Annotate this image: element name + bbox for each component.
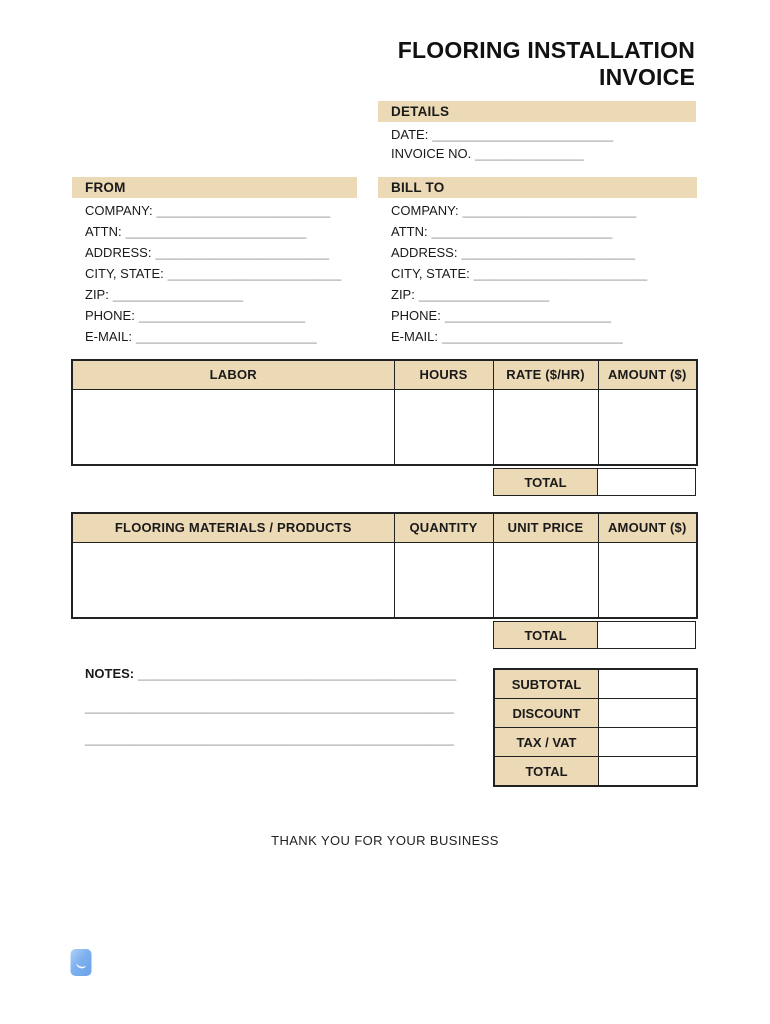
billto-field-address [378, 242, 697, 263]
discount-label: DISCOUNT [494, 699, 599, 728]
labor-col-header-amount: AMOUNT ($) [598, 360, 697, 389]
address-label: ADDRESS: [391, 245, 458, 260]
billto-field-city-state [378, 263, 697, 284]
materials-cell-description[interactable] [72, 542, 394, 618]
summary-row-discount [494, 699, 697, 728]
billto-field-phone [378, 305, 697, 326]
discount-value[interactable] [599, 699, 698, 728]
notes-label: NOTES: [85, 666, 135, 681]
materials-total-label: TOTAL [494, 622, 598, 649]
phone-label: PHONE: [391, 308, 441, 323]
tax-vat-value[interactable] [599, 728, 698, 757]
labor-table [71, 359, 698, 466]
from-field-email [72, 326, 357, 347]
materials-col-header-products: FLOORING MATERIALS / PRODUCTS [72, 513, 394, 542]
bill-to-section [378, 177, 697, 347]
from-field-zip [72, 284, 357, 305]
invoice-no-label: INVOICE NO. [391, 146, 472, 161]
labor-col-header-hours: HOURS [394, 360, 493, 389]
materials-cell-unit-price[interactable] [493, 542, 598, 618]
company-input-line[interactable]: ________________________ [462, 203, 637, 218]
company-input-line[interactable]: ________________________ [156, 203, 331, 218]
summary-row-subtotal [494, 669, 697, 699]
notes-input-line-2[interactable]: ___________________________________________________ [85, 699, 454, 714]
attn-label: ATTN: [391, 224, 428, 239]
subtotal-label: SUBTOTAL [494, 669, 599, 699]
email-label: E-MAIL: [391, 329, 438, 344]
subtotal-value[interactable] [599, 669, 698, 699]
address-input-line[interactable]: ________________________ [461, 245, 635, 260]
grand-total-label: TOTAL [494, 757, 599, 787]
date-label: DATE: [391, 127, 429, 142]
notes-input-line-1[interactable]: ____________________________________________ [138, 666, 457, 681]
billto-field-company [378, 200, 697, 221]
date-input-line[interactable]: _________________________ [432, 127, 614, 142]
page-title-line2: INVOICE [599, 64, 695, 90]
from-header: FROM [72, 177, 357, 198]
page-title [398, 37, 695, 91]
attn-input-line[interactable]: _________________________ [431, 224, 613, 239]
labor-col-header-labor: LABOR [72, 360, 394, 389]
bill-to-header: BILL TO [378, 177, 697, 198]
field-row-date [378, 125, 696, 144]
labor-total-value[interactable] [598, 469, 696, 496]
city-state-label: CITY, STATE: [85, 266, 164, 281]
company-label: COMPANY: [391, 203, 459, 218]
from-field-phone [72, 305, 357, 326]
materials-col-header-unit-price: UNIT PRICE [493, 513, 598, 542]
materials-cell-amount[interactable] [598, 542, 697, 618]
page-title-line1: FLOORING INSTALLATION [397, 37, 695, 63]
grand-total-value[interactable] [599, 757, 698, 787]
summary-table [493, 668, 698, 787]
labor-cell-description[interactable] [72, 389, 394, 465]
labor-total-row [493, 468, 696, 496]
blue-document-logo-icon[interactable] [70, 948, 92, 977]
email-input-line[interactable]: _________________________ [135, 329, 317, 344]
company-label: COMPANY: [85, 203, 153, 218]
labor-cell-hours[interactable] [394, 389, 493, 465]
address-input-line[interactable]: ________________________ [155, 245, 329, 260]
materials-cell-quantity[interactable] [394, 542, 493, 618]
notes-input-line-3[interactable]: ___________________________________________________ [85, 731, 454, 746]
labor-header-row [72, 360, 697, 389]
materials-table [71, 512, 698, 619]
summary-row-total [494, 757, 697, 787]
from-field-company [72, 200, 357, 221]
tax-vat-label: TAX / VAT [494, 728, 599, 757]
billto-field-zip [378, 284, 697, 305]
notes-row [85, 666, 456, 681]
city-state-input-line[interactable]: ________________________ [473, 266, 648, 281]
labor-cell-amount[interactable] [598, 389, 697, 465]
billto-field-attn [378, 221, 697, 242]
zip-label: ZIP: [391, 287, 415, 302]
zip-label: ZIP: [85, 287, 109, 302]
from-field-address [72, 242, 357, 263]
attn-input-line[interactable]: _________________________ [125, 224, 307, 239]
billto-field-email [378, 326, 697, 347]
address-label: ADDRESS: [85, 245, 152, 260]
city-state-input-line[interactable]: ________________________ [167, 266, 342, 281]
phone-label: PHONE: [85, 308, 135, 323]
phone-input-line[interactable]: _______________________ [138, 308, 306, 323]
materials-total-value[interactable] [598, 622, 696, 649]
materials-body-row [72, 542, 697, 618]
labor-col-header-rate: RATE ($/HR) [493, 360, 598, 389]
from-field-attn [72, 221, 357, 242]
field-row-invoice-no [378, 144, 696, 163]
from-section [72, 177, 357, 347]
labor-body-row [72, 389, 697, 465]
email-input-line[interactable]: _________________________ [441, 329, 623, 344]
attn-label: ATTN: [85, 224, 122, 239]
materials-col-header-quantity: QUANTITY [394, 513, 493, 542]
zip-input-line[interactable]: __________________ [418, 287, 549, 302]
zip-input-line[interactable]: __________________ [112, 287, 243, 302]
from-field-city-state [72, 263, 357, 284]
thank-you-message: THANK YOU FOR YOUR BUSINESS [271, 833, 499, 848]
phone-input-line[interactable]: _______________________ [444, 308, 612, 323]
city-state-label: CITY, STATE: [391, 266, 470, 281]
invoice-no-input-line[interactable]: _______________ [475, 146, 584, 161]
materials-total-row [493, 621, 696, 649]
labor-cell-rate[interactable] [493, 389, 598, 465]
materials-col-header-amount: AMOUNT ($) [598, 513, 697, 542]
summary-row-tax-vat [494, 728, 697, 757]
details-header: DETAILS [378, 101, 696, 122]
details-section [378, 101, 696, 163]
labor-total-label: TOTAL [494, 469, 598, 496]
email-label: E-MAIL: [85, 329, 132, 344]
materials-header-row [72, 513, 697, 542]
